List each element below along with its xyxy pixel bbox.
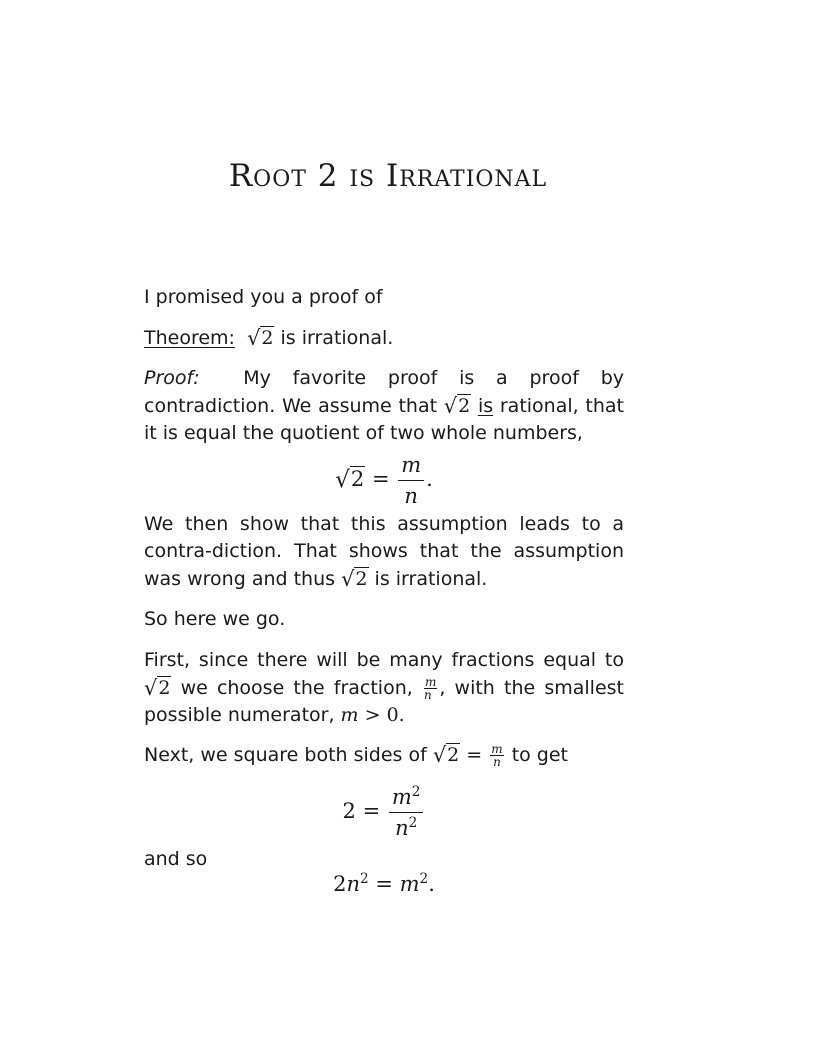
equation-2-equals-m2-over-n2	[144, 784, 624, 841]
inline-fraction	[490, 743, 503, 768]
here-we-go-text: So here we go.	[144, 608, 286, 630]
variable-m: m	[399, 872, 420, 896]
numerator-exponent: 2	[411, 783, 421, 800]
fraction	[389, 784, 424, 841]
sqrt-expression: √2	[335, 467, 365, 493]
denominator	[389, 813, 424, 841]
sqrt-expression: √2	[341, 567, 368, 591]
intro-paragraph	[144, 284, 624, 311]
proof-label: Proof:	[144, 367, 200, 389]
numerator: m	[398, 452, 424, 481]
exponent-n: 2	[359, 870, 369, 887]
fraction	[398, 452, 424, 509]
numerator-variable: m	[391, 785, 412, 809]
equals-sign: =	[371, 467, 390, 491]
condition-operator: > 0.	[358, 704, 405, 726]
lhs-two: 2	[342, 799, 356, 823]
numerator: m	[424, 675, 437, 689]
equals-sign: =	[362, 799, 381, 823]
numerator	[389, 784, 424, 813]
and-so-paragraph	[144, 846, 624, 873]
theorem-text: is irrational.	[280, 327, 394, 349]
equals-sign: =	[368, 872, 400, 896]
proof-paragraph	[144, 365, 624, 447]
radicand: 2	[458, 395, 471, 417]
numerator: m	[491, 742, 503, 756]
sqrt-expression: √2	[432, 743, 460, 767]
variable-n: n	[346, 872, 360, 896]
here-we-go-paragraph	[144, 606, 624, 633]
denominator-exponent: 2	[408, 814, 418, 831]
denominator: n	[404, 484, 418, 508]
fraction-choice-text-1: First, since there will be many fractions equal to	[144, 649, 624, 671]
condition-variable: m	[340, 704, 359, 726]
intro-text: I promised you a proof of	[144, 286, 383, 308]
theorem-statement	[144, 324, 624, 352]
sqrt-expression: √2	[443, 394, 471, 418]
equals-sign: =	[466, 744, 483, 766]
radicand: 2	[447, 744, 460, 766]
sqrt-expression: √2	[247, 326, 274, 350]
exponent-m: 2	[419, 870, 429, 887]
fraction-choice-text-3: , with the smallest possible numerator,	[144, 677, 624, 726]
proof-text-1: My favorite proof is a proof by contradiction. We assume that	[144, 367, 624, 417]
equation-2n2-equals-m2	[144, 872, 624, 896]
radicand: 2	[350, 467, 365, 491]
document-title: Root 2 is Irrational	[228, 158, 548, 194]
sqrt-expression: √2	[144, 676, 171, 700]
radicand: 2	[158, 677, 171, 699]
square-paragraph	[144, 741, 624, 769]
fraction-choice-paragraph	[144, 647, 624, 729]
fraction-choice-text-2: we choose the fraction,	[180, 677, 413, 699]
equation-sqrt2-equals-m-over-n	[144, 452, 624, 509]
denominator-variable: n	[395, 816, 409, 840]
emphasis-is: is	[477, 395, 494, 417]
denominator: n	[493, 755, 501, 769]
denominator: n	[423, 688, 432, 702]
and-so-text: and so	[144, 848, 208, 870]
period: .	[426, 467, 433, 491]
period: .	[428, 872, 435, 896]
square-text-1: Next, we square both sides of	[144, 744, 427, 766]
contradiction-paragraph	[144, 511, 624, 593]
contradiction-text-2: is irrational.	[374, 568, 488, 590]
inline-fraction	[424, 676, 437, 701]
coefficient: 2	[333, 872, 347, 896]
theorem-label: Theorem:	[144, 327, 235, 349]
radicand: 2	[355, 568, 368, 590]
square-text-2: to get	[511, 744, 569, 766]
proof-text-2: rational, that it is equal the quotient of two whole numbers,	[144, 395, 624, 444]
contradiction-text-1: We then show that this assumption leads to a contra-diction. That shows that the assumption was wrong and thus	[144, 513, 624, 590]
radicand: 2	[261, 327, 274, 349]
